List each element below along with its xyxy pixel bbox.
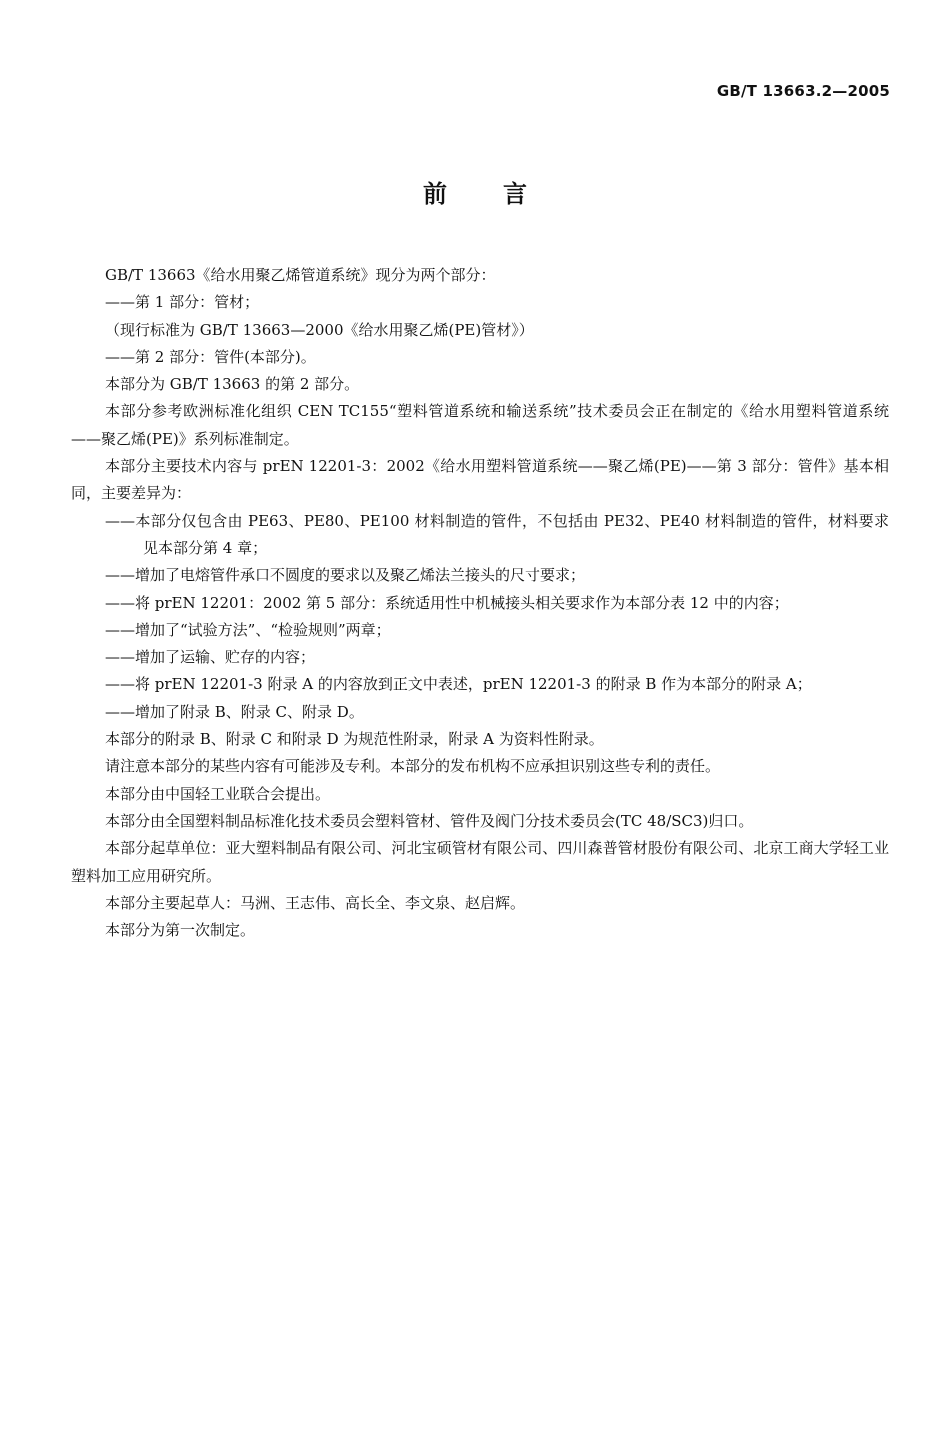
paragraph: GB/T 13663《给水用聚乙烯管道系统》现分为两个部分： [105, 266, 496, 284]
list-item: ——第 2 部分：管件(本部分)。 [105, 347, 316, 366]
list-item: ——第 1 部分：管材； [105, 293, 260, 312]
page-title: 前言 [423, 180, 583, 208]
paragraph: 本部分为 GB/T 13663 的第 2 部分。 [105, 375, 360, 394]
list-item: ——将 prEN 12201-3 附录 A 的内容放到正文中表述，prEN 12201-3 的附录 B 作为本部分的附录 A； [105, 675, 812, 694]
paragraph: （现行标准为 GB/T 13663—2000《给水用聚乙烯(PE)管材》） [105, 320, 534, 339]
paragraph: 本部分起草单位：亚大塑料制品有限公司、河北宝硕管材有限公司、四川森普管材股份有限公司、北京工商大学轻工业塑料加工应用研究所。 [71, 839, 889, 885]
document-body [71, 262, 889, 944]
paragraph: 本部分主要起草人：马洲、王志伟、高长全、李文泉、赵启辉。 [105, 893, 526, 912]
list-item: ——增加了电熔管件承口不圆度的要求以及聚乙烯法兰接头的尺寸要求； [105, 566, 586, 585]
paragraph: 本部分由中国轻工业联合会提出。 [105, 784, 331, 803]
document-code: GB/T 13663.2—2005 [716, 82, 890, 100]
list-item: ——增加了“试验方法”、“检验规则”两章； [105, 620, 391, 639]
paragraph: 本部分的附录 B、附录 C 和附录 D 为规范性附录，附录 A 为资料性附录。 [105, 730, 604, 749]
list-item: ——本部分仅包含由 PE63、PE80、PE100 材料制造的管件，不包括由 PE32、PE40 材料制造的管件，材料要求见本部分第 4 章； [105, 511, 889, 557]
paragraph: 本部分参考欧洲标准化组织 CEN TC155“塑料管道系统和输送系统”技术委员会正在制定的《给水用塑料管道系统——聚乙烯(PE)》系列标准制定。 [71, 402, 889, 448]
paragraph: 本部分为第一次制定。 [105, 921, 256, 940]
paragraph: 本部分主要技术内容与 prEN 12201-3：2002《给水用塑料管道系统——聚乙烯(PE)——第 3 部分：管件》基本相同，主要差异为： [71, 457, 889, 503]
paragraph: 本部分由全国塑料制品标准化技术委员会塑料管材、管件及阀门分技术委员会(TC 48/SC3)归口。 [105, 811, 754, 830]
list-item: ——增加了运输、贮存的内容； [105, 648, 316, 667]
list-item: ——增加了附录 B、附录 C、附录 D。 [105, 702, 364, 721]
list-item: ——将 prEN 12201：2002 第 5 部分：系统适用性中机械接头相关要求作为本部分表 12 中的内容； [105, 593, 789, 612]
paragraph: 请注意本部分的某些内容有可能涉及专利。本部分的发布机构不应承担识别这些专利的责任。 [105, 757, 721, 776]
